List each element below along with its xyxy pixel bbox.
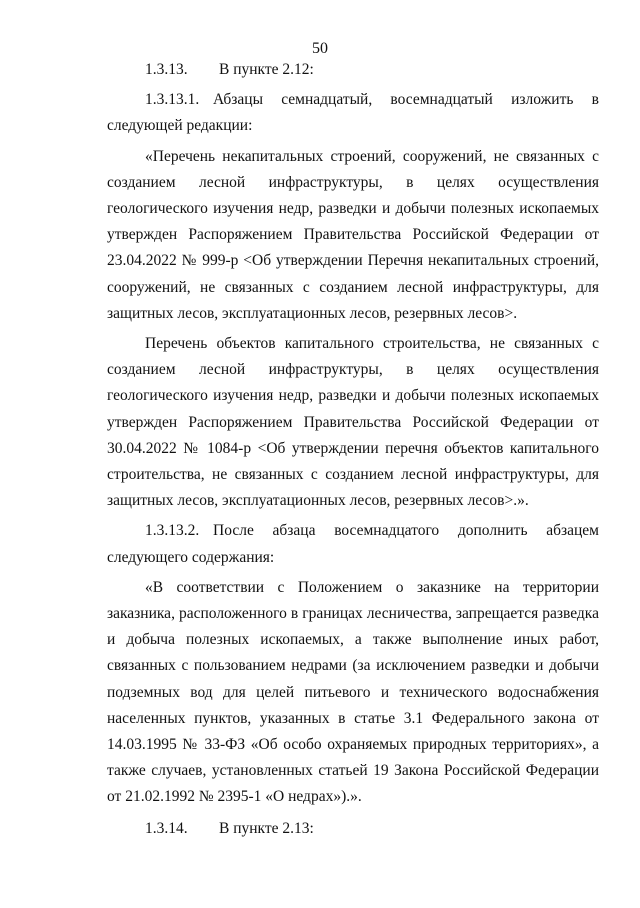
document-body	[107, 57, 599, 842]
quoted-paragraph-1: «Перечень некапитальных строений, сооружений, не связанных с созданием лесной инфраструктуры, в целях осуществления геологического изучения недр, разведки и добычи полезных ископаемых утвержден Распоряжением Правительства Российской Федерации от 23.04.2022 № 999-р <Об утверждении Перечня некапитальных строений, сооружений, не связанных с созданием лесной инфраструктуры, для защитных лесов, эксплуатационных лесов, резервных лесов>.	[107, 147, 599, 322]
section-text: Абзацы семнадцатый, восемнадцатый изложить в следующей редакции:	[107, 91, 599, 135]
section-text: В пункте 2.13:	[219, 819, 314, 837]
section-number: 1.3.13.1.	[145, 91, 200, 109]
section-1-3-14	[107, 816, 599, 842]
section-1-3-13-1	[107, 87, 599, 139]
quoted-paragraph-3: «В соответствии с Положением о заказнике на территории заказника, расположенного в границах лесничества, запрещается разведка и добыча полезных ископаемых, а также выполнение иных работ, связанных с пользованием недрами (за исключением разведки и добычи подземных вод для целей питьевого и технического водоснабжения населенных пунктов, указанных в статье 3.1 Федерального закона от 14.03.1995 № 33-ФЗ «Об особо охраняемых природных территориях», а также случаев, установленных статьей 19 Закона Российской Федерации от 21.02.1992 № 2395-1 «О недрах»).».	[107, 578, 599, 806]
section-number: 1.3.14.	[145, 819, 188, 837]
section-text: В пункте 2.12:	[219, 61, 314, 78]
section-1-3-13	[107, 57, 599, 83]
quoted-paragraph-2: Перечень объектов капитального строительства, не связанных с созданием лесной инфраструктуры, в целях осуществления геологического изучения недр, разведки и добычи полезных ископаемых утвержден Распоряжением Правительства Российской Федерации от 30.04.2022 № 1084-р <Об утверждении перечня объектов капитального строительства, не связанных с созданием лесной инфраструктуры, для защитных лесов, эксплуатационных лесов, резервных лесов>.».	[107, 335, 599, 510]
section-number: 1.3.13.2.	[145, 522, 200, 540]
section-1-3-13-2	[107, 518, 599, 570]
section-text: После абзаца восемнадцатого дополнить абзацем следующего содержания:	[107, 522, 599, 566]
section-number: 1.3.13.	[145, 61, 188, 78]
page-number: 50	[312, 40, 328, 57]
